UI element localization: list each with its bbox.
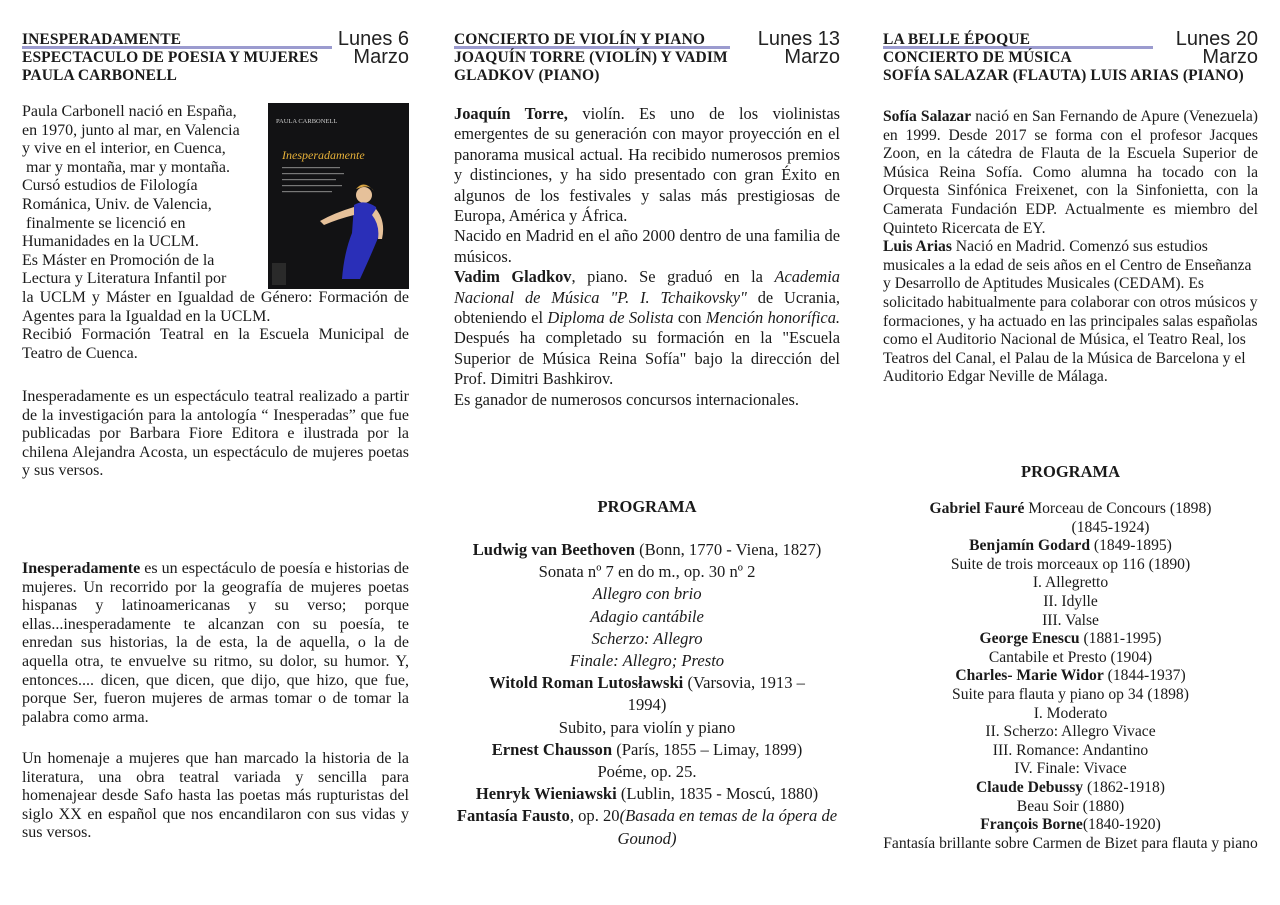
- cover-title: Inesperadamente: [282, 148, 365, 162]
- program-item: Witold Roman Lutosławski (Varsovia, 1913 – 1994): [489, 673, 805, 715]
- program-movement: Scherzo: Allegro: [591, 628, 703, 648]
- program-movement: II. Scherzo: Allegro Vivace: [985, 723, 1156, 741]
- artist-bio: Nació en Madrid. Comenzó sus estudios musicales a la edad de seis años en el Centro de Enseñanza y Desarrollo de Aptitudes Musicales (CEDAM). Es solicitado habitualmente para colaborar con otros músicos y formaciones, y ha actuado en las principales salas españolas como el Auditorio Nacional de Música, el Teatro Real, los Teatros del Canal, el Palau de la Música de Barcelona y el Auditorio Edgar Neville de Málaga.: [883, 238, 1258, 386]
- programa-list: [454, 539, 840, 850]
- artist-bio: nació en San Fernando de Apure (Venezuela) en 1999. Desde 2017 se forma con el profesor Jacques Zoon, en la cátedra de Flauta de la Escuela Superior de Música Reina Sofía. Como alumna ha tocado con la Orquesta Sinfónica Freixenet, con la Sinfonietta, con la Camerata Fundación EDP. Actualmente es miembro del Quinteto Ricercata de EY.: [883, 108, 1258, 237]
- artist-name: Vadim Gladkov: [454, 267, 572, 287]
- program-item: Charles- Marie Widor (1844-1937): [955, 667, 1186, 685]
- programa-list: [883, 500, 1258, 853]
- program-item: (1845-1924): [1071, 518, 1150, 536]
- bio-line: mar y montaña, mar y montaña.: [22, 158, 230, 176]
- program-item: Beau Soir (1880): [1016, 797, 1125, 815]
- program-item: Ludwig van Beethoven (Bonn, 1770 - Viena, 1827): [472, 540, 822, 559]
- paragraph-homenaje: Un homenaje a mujeres que han marcado la historia de la literatura, una obra teatral variada y sencilla para homenajear desde Safo hasta las poetas más rupturistas del siglo XX en español que nos encandilaron con sus vidas y sus versos.: [22, 750, 409, 842]
- program-movement: I. Allegretto: [1032, 574, 1109, 592]
- event-performer: SOFÍA SALAZAR (FLAUTA) LUIS ARIAS (PIANO): [883, 67, 1244, 84]
- program-movement: IV. Finale: Vivace: [1014, 760, 1127, 778]
- artist-name: Joaquín Torre,: [454, 104, 568, 123]
- bio-line: Es Máster en Promoción de la: [22, 251, 215, 269]
- program-item: Ernest Chausson (París, 1855 – Limay, 1899): [491, 739, 803, 759]
- event-performer: PAULA CARBONELL: [22, 67, 177, 84]
- paragraph-espectaculo: es un espectáculo de poesía e historias de mujeres. Un recorrido por la geografía de mujeres poetas hispanas y latinoamericanas y su verso; porque ellas...inesperadamente te alcanzan con su poesía, te enredan sus historias, la de esta, la de aquella, o la de aquella otra, te envuelve su ritmo, su dolor, su humor. Y, entonces.... dicen, que dicen, que dijo, que hizo, que fue, porque Ser, fueron mujeres de armas tomar o de tomar la palabra como arma.: [22, 560, 409, 726]
- event-month: Marzo: [1202, 46, 1258, 68]
- program-movement: II. Idylle: [1043, 592, 1098, 610]
- artist-awards: Es ganador de numerosos concursos internacionales.: [454, 389, 800, 409]
- event-day: Lunes 20: [1175, 28, 1258, 50]
- bio-line: Románica, Univ. de Valencia,: [22, 195, 212, 213]
- book-cover-image: [268, 103, 409, 289]
- program-item: Claude Debussy (1862-1918): [976, 778, 1165, 796]
- program-item: Cantabile et Presto (1904): [988, 648, 1153, 666]
- description-text: [22, 388, 409, 481]
- description-text-3: [22, 750, 409, 843]
- bio-rest: la UCLM y Máster en Igualdad de Género: Formación de Agentes para la Igualdad en la UCLM.: [22, 288, 409, 325]
- program-item: Subito, para violín y piano: [558, 717, 736, 737]
- paragraph-antologia: Inesperadamente es un espectáculo teatral realizado a partir de la investigación para la antología “ Inesperadas” que fue publicadas por Barbara Fiore Editora e ilustrada por la chilena Alejandra Acosta, un espectáculo de mujeres poetas y sus versos.: [22, 388, 409, 480]
- program-item: Poéme, op. 25.: [597, 762, 697, 782]
- program-item: Suite para flauta y piano op 34 (1898): [952, 685, 1189, 703]
- program-item: Sonata nº 7 en do m., op. 30 nº 2: [538, 562, 756, 582]
- bio-line: finalmente se licenció en: [22, 214, 186, 232]
- cover-author: PAULA CARBONELL: [276, 118, 338, 125]
- event-title: LA BELLE ÉPOQUE: [883, 31, 1031, 48]
- bio-line: Lectura y Literatura Infantil por: [22, 270, 227, 288]
- event-title: INESPERADAMENTE: [22, 31, 182, 48]
- event-month: Marzo: [784, 46, 840, 68]
- event-header: [22, 28, 409, 90]
- artists-bio: Joaquín Torre, violín. Es uno de los violinistas emergentes de su generación con mayor proyección en el panorama musical actual. Ha recibido numerosos premios y distinciones, y ha sido presentado con gran Éxito en algunos de los festivales y salas más prestigiosas de Europa, América y África. Nacido en Madrid en el año 2000 dentro de una familia de músicos. Vadim Gladkov, piano. Se graduó en la Academia Nacional de Música "P. I. Tchaikovsky" de Ucrania, obteniendo el Diploma de Solista con Mención honorífica. Después ha completado su formación en la "Escuela Superior de Música Reina Sofía" bajo la dirección del Prof. Dimitri Bashkirov. Es ganador de numerosos concursos internacionales.: [454, 104, 840, 409]
- show-title-bold: Inesperadamente: [22, 560, 141, 577]
- program-item: Fantasía brillante sobre Carmen de Bizet para flauta y piano: [883, 834, 1258, 852]
- program-movement: I. Moderato: [1033, 704, 1108, 722]
- program-movement: Finale: Allegro; Presto: [569, 651, 725, 671]
- program-movement: Adagio cantábile: [590, 606, 704, 626]
- event-performer: GLADKOV (PIANO): [454, 67, 600, 84]
- program-item: Fantasía Fausto, op. 20(Basada en temas de la ópera de Gounod): [456, 806, 838, 848]
- programa-title: PROGRAMA: [1021, 462, 1120, 481]
- programa-title: PROGRAMA: [597, 497, 697, 516]
- program-item: Benjamín Godard (1849-1895): [969, 537, 1172, 555]
- bio-line: Humanidades en la UCLM.: [22, 233, 199, 251]
- program-item: François Borne(1840-1920): [980, 816, 1161, 834]
- column-violin-piano: [454, 28, 840, 90]
- event-title: CONCIERTO DE VIOLÍN Y PIANO: [454, 31, 706, 48]
- bio-line: Cursó estudios de Filología: [22, 177, 198, 195]
- event-header: [883, 28, 1258, 90]
- bio-line: Paula Carbonell nació en España,: [22, 103, 237, 120]
- column-inesperadamente: [22, 28, 409, 90]
- book-cover-illustration: [268, 103, 409, 289]
- bio-line: y vive en el interior, en Cuenca,: [22, 140, 226, 158]
- program-item: George Enescu (1881-1995): [979, 630, 1162, 648]
- program-movement: Allegro con brio: [592, 584, 702, 604]
- artist-origin: Nacido en Madrid en el año 2000 dentro de una familia de músicos.: [454, 226, 840, 266]
- artist-bio: violín. Es uno de los violinistas emergentes de su generación con mayor proyección en el panorama musical actual. Ha recibido numerosos premios y distinciones, y ha sido presentado con gran Éxito en algunos de los festivales y salas más prestigiosas de Europa, América y África.: [454, 104, 840, 226]
- program-item: Suite de trois morceaux op 116 (1890): [950, 555, 1191, 573]
- event-month: Marzo: [353, 46, 409, 68]
- event-subtitle: CONCIERTO DE MÚSICA: [883, 49, 1072, 66]
- artist-name: Luis Arias: [883, 238, 952, 256]
- bio-rest-theatre: Recibió Formación Teatral en la Escuela Municipal de Teatro de Cuenca.: [22, 326, 409, 362]
- program-movement: III. Romance: Andantino: [992, 741, 1149, 759]
- artists-bio: [883, 108, 1258, 387]
- event-subtitle: JOAQUÍN TORRE (VIOLÍN) Y VADIM: [454, 49, 728, 66]
- artist-name: Sofía Salazar: [883, 108, 972, 125]
- program-movement: III. Valse: [1042, 611, 1099, 629]
- description-text-2: [22, 560, 409, 727]
- program-item: Gabriel Fauré Morceau de Concours (1898): [929, 500, 1212, 517]
- event-header: [454, 28, 840, 90]
- column-belle-epoque: [883, 28, 1258, 90]
- program-item: Henryk Wieniawski (Lublin, 1835 - Moscú, 1880): [475, 784, 819, 804]
- event-subtitle: ESPECTACULO DE POESIA Y MUJERES: [22, 49, 319, 66]
- event-day: Lunes 13: [757, 28, 840, 50]
- bio-line: en 1970, junto al mar, en Valencia: [22, 121, 240, 139]
- event-day: Lunes 6: [337, 28, 409, 50]
